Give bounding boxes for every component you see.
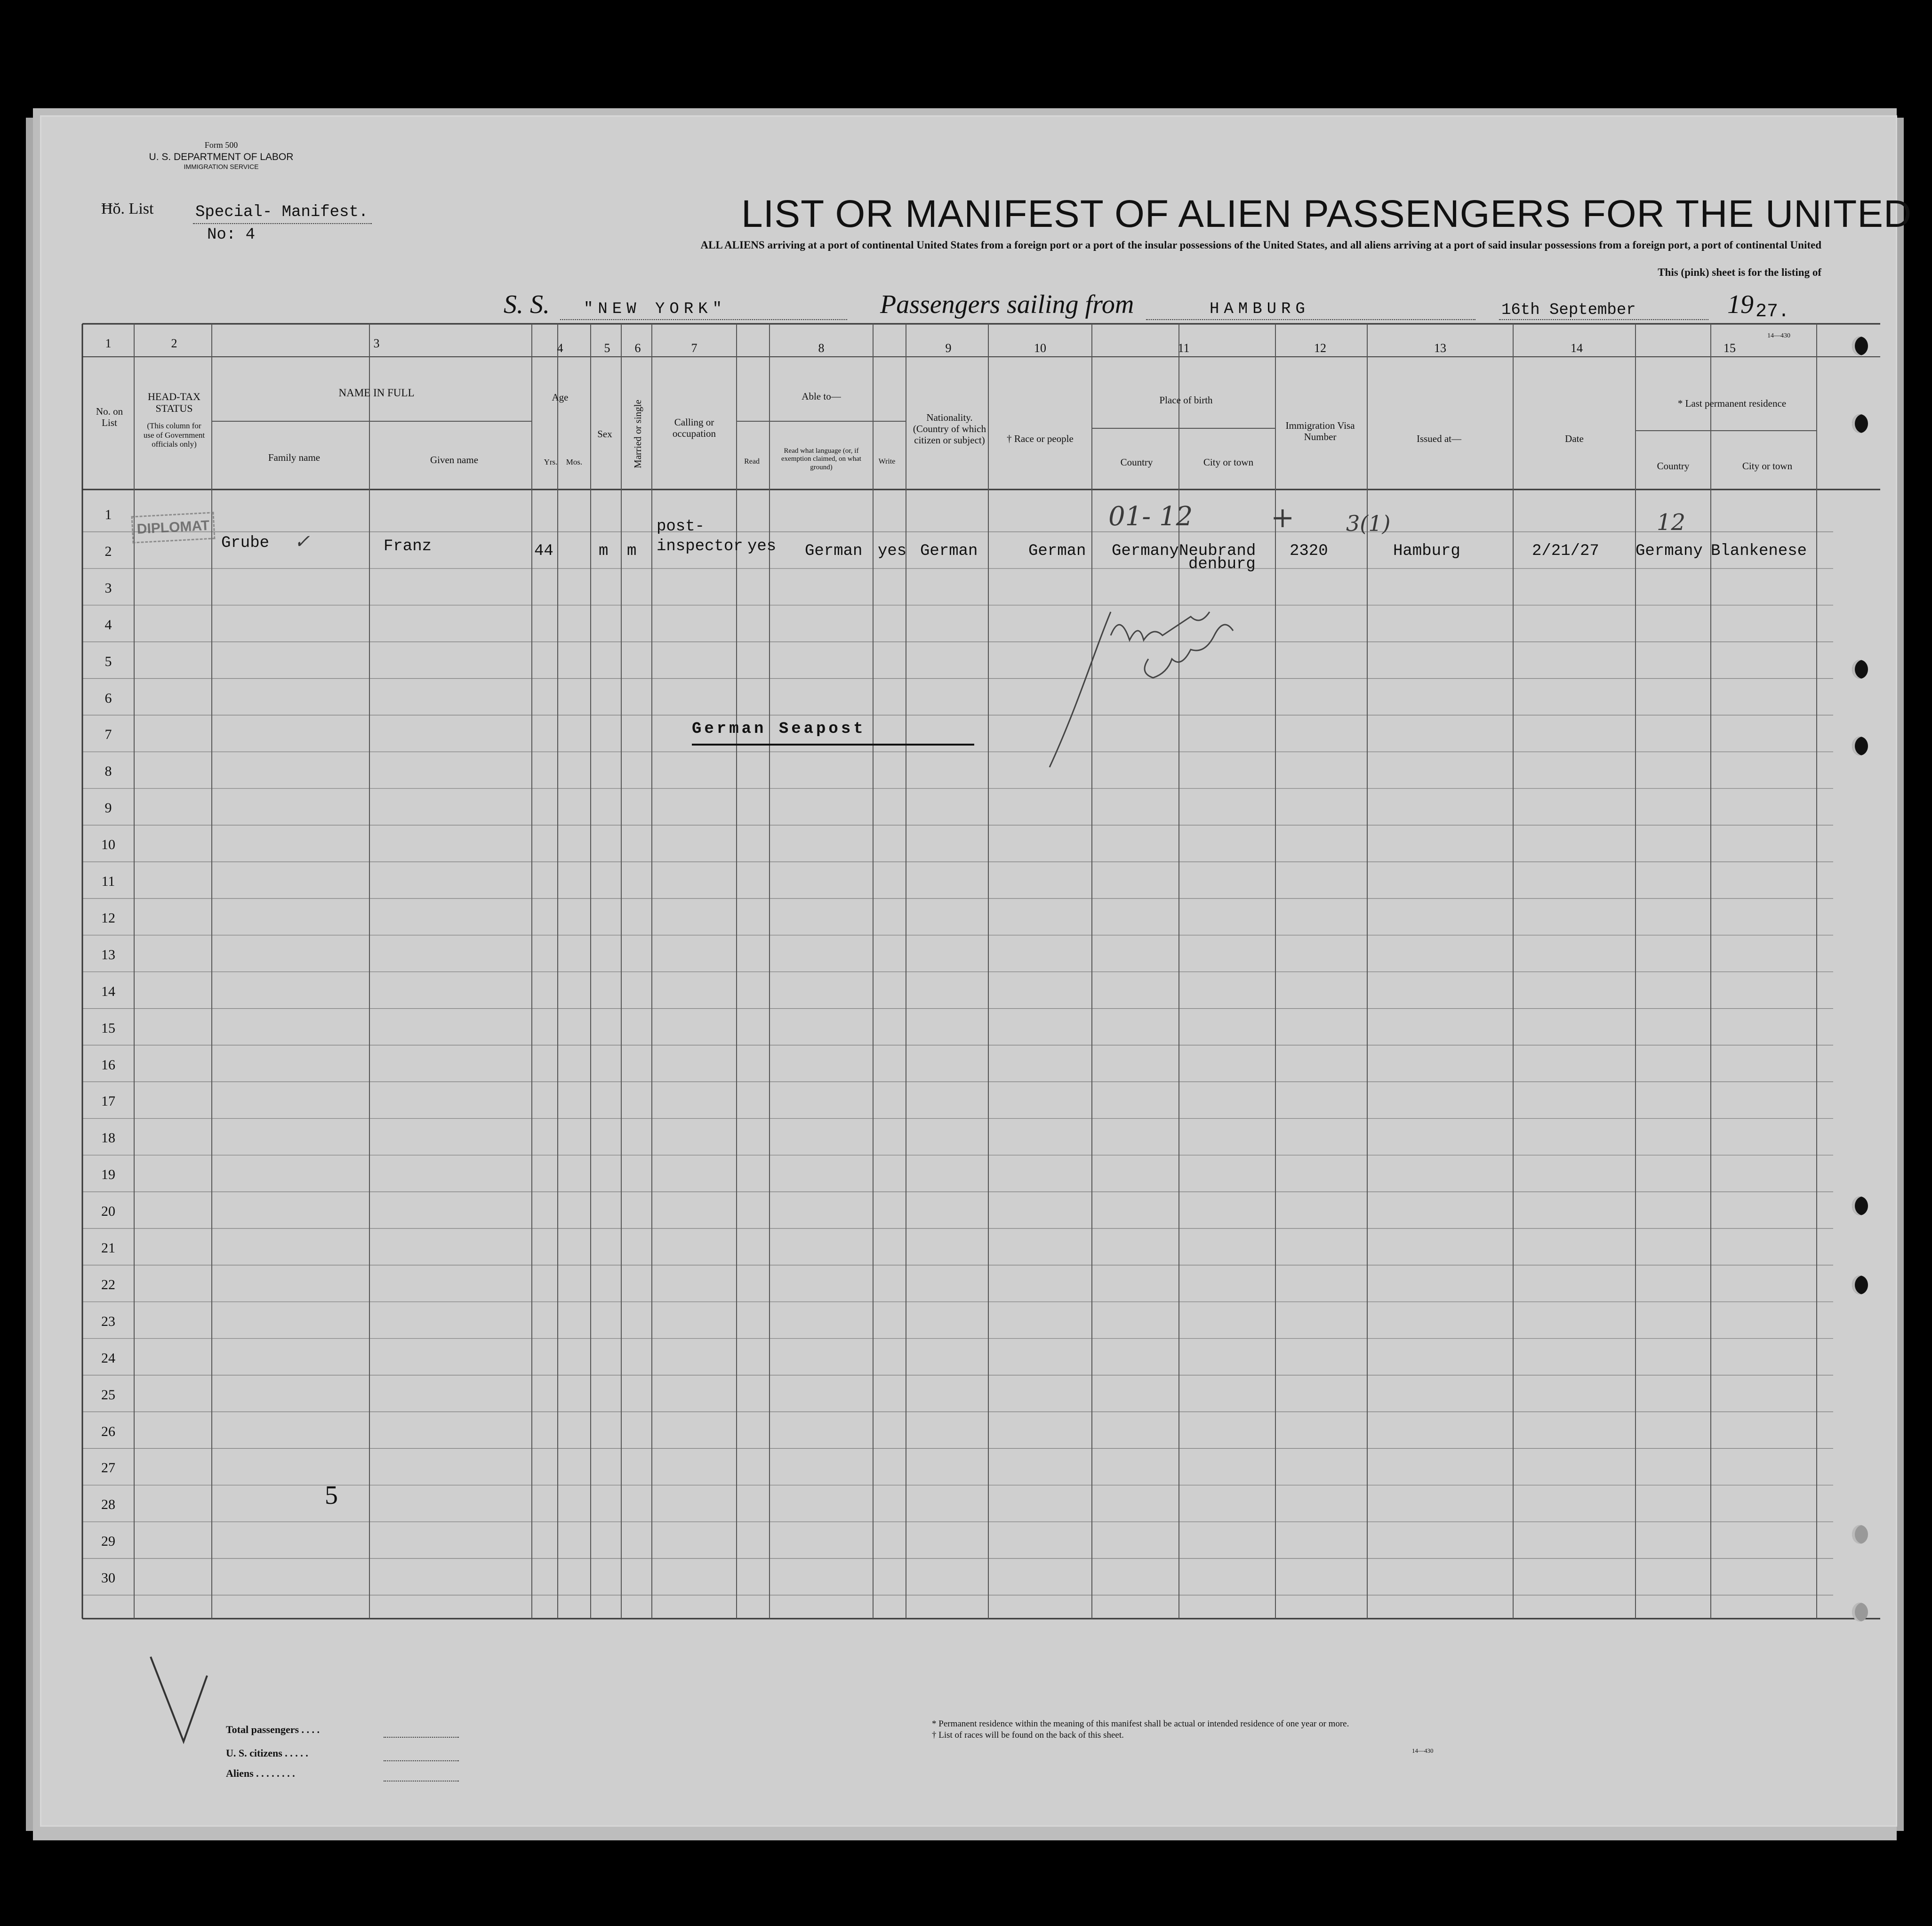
passenger-birth-country: Germany xyxy=(1112,542,1179,560)
row-number: 12 xyxy=(101,910,115,926)
passenger-birth-city-line2: denburg xyxy=(1188,555,1256,573)
row-number: 27 xyxy=(101,1460,115,1476)
header-married-single: Married or single xyxy=(632,400,643,468)
column-number: 10 xyxy=(1034,341,1046,355)
passenger-occupation-line1: post- xyxy=(657,518,705,536)
aliens-line xyxy=(384,1781,459,1782)
header-read: Read xyxy=(744,457,760,465)
header-head-tax-note: (This column for use of Government officials only) xyxy=(143,421,205,449)
header-no-on-list: No. on List xyxy=(96,406,123,429)
row-number: 17 xyxy=(101,1093,115,1109)
year-prefix: 19 xyxy=(1727,290,1754,319)
passenger-family-name: Grube xyxy=(221,534,270,552)
handwritten-residence-mark: 12 xyxy=(1657,509,1686,536)
header-age-months: Mos. xyxy=(566,457,583,466)
header-residence-city: City or town xyxy=(1742,460,1793,472)
row-number: 5 xyxy=(104,653,112,669)
passenger-birth-city-line1: Neubrand xyxy=(1179,542,1256,560)
header-able-to: Able to— xyxy=(802,391,841,402)
row-number: 9 xyxy=(104,800,112,816)
row-number: 10 xyxy=(101,837,115,853)
header-calling: Calling or occupation xyxy=(672,417,716,440)
binding-hole xyxy=(1852,337,1868,355)
header-issued-at: Issued at— xyxy=(1416,433,1462,444)
us-citizens-line xyxy=(384,1760,459,1761)
column-number: 5 xyxy=(604,341,610,355)
passenger-given-name: Franz xyxy=(384,538,432,555)
row-number: 16 xyxy=(101,1057,115,1073)
header-write: Write xyxy=(878,457,896,465)
row-number: 26 xyxy=(101,1423,115,1439)
aliens-label: Aliens . . . . . . . . xyxy=(226,1767,295,1779)
header-residence-country: Country xyxy=(1657,460,1690,472)
passenger-race: German xyxy=(1028,542,1086,560)
handwritten-scribble xyxy=(1035,584,1280,781)
header-sex: Sex xyxy=(597,428,612,440)
row-number: 13 xyxy=(101,947,115,963)
header-head-tax: HEAD-TAX STATUS xyxy=(148,391,200,415)
header-date: Date xyxy=(1565,433,1584,444)
list-number: No: 4 xyxy=(207,226,256,244)
row-number: 6 xyxy=(104,690,112,706)
form-number: Form 500 xyxy=(204,140,238,150)
passenger-residence-city: Blankenese xyxy=(1711,542,1807,560)
row-number: 24 xyxy=(101,1350,115,1366)
manifest-title: LIST OR MANIFEST OF ALIEN PASSENGERS FOR THE UNITED xyxy=(741,193,1912,235)
row-number: 21 xyxy=(101,1240,115,1256)
header-birth-country: Country xyxy=(1120,457,1153,468)
diplomat-stamp-text: DIPLOMAT xyxy=(136,517,210,538)
header-age-years: Yrs. xyxy=(544,457,558,466)
footnote-permanent-residence: * Permanent residence within the meaning of this manifest shall be actual or intended residence of one year or more. xyxy=(932,1719,1349,1729)
passenger-read-language: German xyxy=(805,542,863,560)
passenger-marital-status: m xyxy=(627,542,637,560)
binding-hole xyxy=(1852,1276,1868,1294)
header-age: Age xyxy=(552,392,569,403)
row-number: 30 xyxy=(101,1570,115,1586)
column-number: 8 xyxy=(818,341,825,355)
row-number: 4 xyxy=(104,617,112,633)
column-number: 4 xyxy=(557,341,563,355)
passenger-visa-issued-at: Hamburg xyxy=(1393,542,1460,560)
sailing-label: Passengers sailing from xyxy=(880,290,1134,319)
column-number: 11 xyxy=(1178,341,1190,355)
passenger-can-write: yes xyxy=(878,542,907,560)
column-number: 9 xyxy=(945,341,952,355)
binding-hole xyxy=(1852,660,1868,679)
row-number: 2 xyxy=(104,543,112,559)
header-name-in-full: NAME IN FULL xyxy=(338,387,415,399)
column-number: 13 xyxy=(1434,341,1446,355)
binding-hole xyxy=(1852,414,1868,433)
header-family-name: Family name xyxy=(268,452,321,463)
handwritten-five: 5 xyxy=(325,1481,338,1510)
header-race: † Race or people xyxy=(1007,433,1074,444)
column-number: 2 xyxy=(171,337,177,350)
year-suffix: 27. xyxy=(1756,301,1790,322)
handwritten-code-2: 3(1) xyxy=(1346,511,1391,536)
row-number: 8 xyxy=(104,763,112,779)
column-number: 12 xyxy=(1314,341,1326,355)
row-number: 3 xyxy=(104,580,112,596)
passenger-can-read: yes xyxy=(747,538,777,555)
passenger-residence-country: Germany xyxy=(1635,542,1703,560)
ss-label: S. S. xyxy=(504,290,550,319)
passenger-age: 44 xyxy=(534,542,553,560)
binding-hole xyxy=(1852,1196,1868,1215)
department-name: U. S. DEPARTMENT OF LABOR xyxy=(149,152,294,162)
header-last-residence: * Last permanent residence xyxy=(1677,398,1787,409)
passenger-occupation-line2: inspector xyxy=(657,538,743,555)
form-code-top: 14—430 xyxy=(1767,332,1790,339)
list-value: Special- Manifest. xyxy=(195,203,369,221)
row-number: 28 xyxy=(101,1497,115,1513)
header-place-of-birth: Place of birth xyxy=(1159,394,1213,406)
column-number: 14 xyxy=(1571,341,1583,355)
row-number: 22 xyxy=(101,1276,115,1292)
handwritten-cross-icon: + xyxy=(1271,501,1295,534)
seapost-underline xyxy=(692,744,974,746)
ship-name: "NEW YORK" xyxy=(584,300,727,318)
passenger-visa-number: 2320 xyxy=(1290,542,1328,560)
manifest-subtitle-2: This (pink) sheet is for the listing of xyxy=(1658,266,1821,278)
passenger-nationality: German xyxy=(920,542,978,560)
column-number: 6 xyxy=(634,341,641,355)
column-number: 1 xyxy=(105,337,112,350)
footnote-races: † List of races will be found on the back of this sheet. xyxy=(932,1730,1124,1740)
header-visa-number: Immigration Visa Number xyxy=(1285,420,1355,443)
row-number: 25 xyxy=(101,1387,115,1403)
service-name: IMMIGRATION SERVICE xyxy=(184,163,259,170)
manifest-subtitle-1: ALL ALIENS arriving at a port of continental United States from a foreign port or a port of the insular possessions of the United States, and all aliens arriving at a port of said insular possessions from a foreign port, a port of continental United xyxy=(700,239,1821,251)
us-citizens-label: U. S. citizens . . . . . xyxy=(226,1747,308,1759)
header-nationality: Nationality. (Country of which citizen or subject) xyxy=(913,412,986,446)
passenger-visa-date: 2/21/27 xyxy=(1532,542,1599,560)
total-passengers-label: Total passengers . . . . xyxy=(226,1724,320,1735)
header-birth-city: City or town xyxy=(1203,457,1254,468)
row-number: 15 xyxy=(101,1020,115,1036)
header-read-language: Read what language (or, if exemption claimed, on what ground) xyxy=(781,447,861,471)
row-number: 23 xyxy=(101,1313,115,1329)
column-number: 3 xyxy=(373,337,380,350)
check-mark-icon: ✓ xyxy=(294,531,310,553)
row-number: 7 xyxy=(104,727,112,743)
binding-hole xyxy=(1852,1603,1868,1621)
row-number: 11 xyxy=(101,874,115,889)
row-number: 20 xyxy=(101,1204,115,1220)
row-number: 19 xyxy=(101,1167,115,1183)
sailing-date: 16th September xyxy=(1501,301,1636,319)
column-number: 15 xyxy=(1724,341,1736,355)
row-number: 18 xyxy=(101,1130,115,1146)
passenger-sex: m xyxy=(599,542,609,560)
row-number: 29 xyxy=(101,1533,115,1549)
departure-port: HAMBURG xyxy=(1210,300,1310,318)
german-seapost-note: German Seapost xyxy=(692,720,866,738)
header-given-name: Given name xyxy=(430,454,479,465)
form-code-bottom: 14—430 xyxy=(1412,1747,1434,1754)
total-passengers-line xyxy=(384,1737,459,1738)
list-label: Ħŏ. List xyxy=(101,200,154,217)
handwritten-check-mark xyxy=(141,1647,216,1756)
diplomat-stamp xyxy=(131,512,216,543)
row-number: 1 xyxy=(104,507,112,522)
column-number: 7 xyxy=(691,341,697,355)
handwritten-code: 01- 12 xyxy=(1108,501,1193,532)
binding-hole xyxy=(1852,737,1868,755)
binding-hole xyxy=(1852,1525,1868,1544)
row-number: 14 xyxy=(101,983,115,999)
